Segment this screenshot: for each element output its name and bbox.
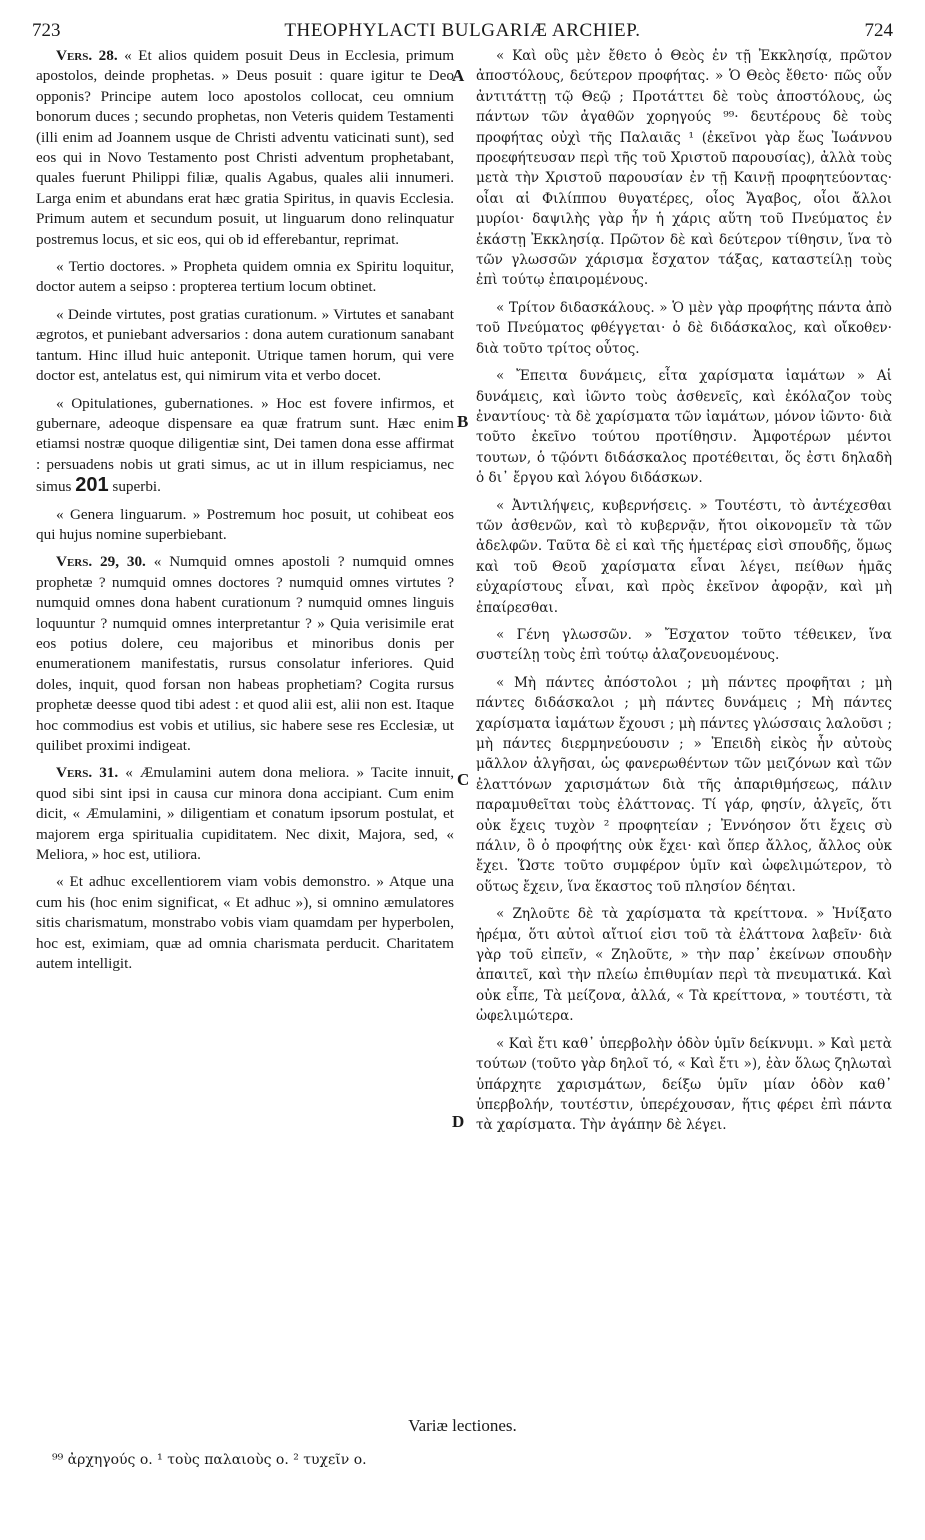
latin-text: « Æmulamini autem dona meliora. » Tacite innuit, quod sibi sint ipsi in causa cur minora dona accipiant. Cum enim dicit, « Æmulamini, » diligentiam et conatum ipsorum postulat, et majorem erga spiritualia cupiditatem. Nec dixit, Majora, sed, « Meliora, » hoc est, utiliora.: [36, 764, 454, 864]
variae-lectiones-heading: Variæ lectiones.: [408, 1416, 517, 1435]
latin-paragraph: [36, 46, 454, 250]
greek-paragraph: « Τρίτον διδασκάλους. » Ὁ μὲν γὰρ προφήτης πάντα ἀπὸ τοῦ Πνεύματος φθέγγεται· ὁ δὲ διδάσκαλος, καὶ οἴκοθεν· διὰ τοῦτο τρίτος οὗτος.: [476, 299, 892, 357]
margin-letter-c: C: [457, 770, 470, 789]
greek-paragraph: « Καὶ οὓς μὲν ἔθετο ὁ Θεὸς ἐν τῇ Ἐκκλησίᾳ, πρῶτον ἀποστόλους, δεύτερον προφήτας. » Ὁ Θεὸς ἔθετο· πῶς οὖν ἀντιτάττῃ τῷ Θεῷ ; Προτάττει δὲ τοὺς ἀποστόλους, ὡς πάντων τῶν ἀγαθῶν χορηγούς ⁹⁹· δευτέρους δὲ τοὺς προφήτας οὐχὶ τῆς Παλαιᾶς ¹ (ἐκεῖνοι γὰρ ἕως Ἰωάννου προεφήτευσαν περὶ τῆς τοῦ Χριστοῦ παρουσίας), ἀλλὰ τοὺς μετὰ τὴν Χριστοῦ παρουσίαν ἐν τῇ Καινῇ προφητεύοντας· οἷαι αἱ Φιλίππου θυγατέρες, οἷος Ἄγαβος, οἷοι ἄλλοι μυρίοι· δαψιλὴς γὰρ ἦν ἡ χάρις αὕτη τοῦ Πνεύματος ἐν ἑκάστῃ Ἐκκλησίᾳ. Πρῶτον δὲ καὶ δεύτερον τίθησιν, ἵνα τὸ τῶν γλωσσῶν χάρισμα ἔσχατον τάξας, καταστείλῃ τοὺς ἐπὶ τούτῳ ἐπαιρομένους.: [476, 48, 892, 289]
verse-reference: Vers. 28.: [56, 47, 118, 64]
latin-paragraph: « Genera linguarum. » Postremum hoc posuit, ut cohibeat eos qui hujus nomine superbiebant.: [36, 505, 454, 543]
latin-text: « Et alios quidem posuit Deus in Ecclesia, primum apostolos, deinde prophetas. » Deus posuit : quare igitur te Deo opponis? Principe autem loco apostolos collocat, ceu omnium bonorum duces ; secundo prophetas, non Veteris quidem Testamenti (illi enim ad Joannem usque de Christi adventu vaticinati sunt), sed eos qui in Novo Testamento post Christi adventum prophetabant, quales fuerunt Philippi filiæ, qualis Agabus, quales alii innumeri. Larga enim et abundans erat hæc gratia Spiritus, in quavis Ecclesia. Primum autem et secundum posuit, ut linguarum dono relinquatur postremus locus, et sic eos, qui ob id efferebantur, reprimat.: [36, 47, 455, 248]
verse-reference: Vers. 31.: [56, 764, 119, 782]
verse-reference: Vers. 29, 30.: [56, 553, 146, 571]
page-number-left: 723: [32, 20, 61, 41]
greek-column: [476, 46, 892, 1143]
greek-paragraph: « Ἔπειτα δυνάμεις, εἶτα χαρίσματα ἰαμάτων » Αἱ δυνάμεις, καὶ ἰῶντο τοὺς ἀσθενεῖς, καὶ ἐκόλαζον τοὺς ἐναντίους· τὰ δὲ χαρίσματα τῶν ἰαμάτων, μόνον ἰῶντο· διὰ τοῦτο ἐκεῖνο τούτου προτίθησιν. Ἀμφοτέρων μέντοι τουτων, ὁ τῷόντι διδάσκαλος προτέθειται, ὅς ἐστι δηλαδὴ ὁ δι᾽ ἔργου καὶ λόγου διδάσκων.: [476, 368, 892, 487]
latin-text: « Opitulationes, gubernationes. » Hoc est fovere infirmos, et gubernare, adeoque dispensare ea quæ fratrum sunt. Hæc enim etiamsi nostræ quoque diligentiæ sint, Dei tamen dona esse affirmat : persuadens nobis ut grati simus, ac ut in illum respiciamus, nec simus: [36, 394, 454, 496]
page-header: [32, 8, 893, 42]
greek-paragraph: « Καὶ ἔτι καθ᾽ ὑπερβολὴν ὁδὸν ὑμῖν δείκνυμι. » Καὶ μετὰ τούτων (τοῦτο γὰρ δηλοῖ τό, « Καὶ ἔτι »), ἐὰν ὅλως ζηλωταὶ ὑπάρχητε χαρισμάτων, δείξω ὑμῖν μίαν ὁδὸν καθ᾽ ὑπερβολήν, τουτέστιν, ὑπερέχουσαν, ἥτις φέρει ἐπὶ πάντα τὰ χαρίσματα. Τὴν ἀγάπην δὲ λέγει.: [476, 1035, 892, 1134]
greek-paragraph: « Ἀντιλήψεις, κυβερνήσεις. » Τουτέστι, τὸ ἀντέχεσθαι τῶν ἀσθενῶν, καὶ τὸ κυβερνᾷν, ἤτοι οἰκονομεῖν τὰ τῶν ἀδελφῶν. Ταῦτα δὲ εἰ καὶ τῆς ἡμετέρας εἰσὶ σπουδῆς, ὅμως καὶ τοῦ Θεοῦ χαρίσματα εἶναι λέγει, πείθων ἡμᾶς εὐχαρίστους εἶναι, καὶ πρὸς ἐκεῖνον ἀφορᾷν, καὶ μὴ ἐπαίρεσθαι.: [476, 497, 892, 616]
latin-paragraph: [36, 552, 454, 756]
greek-paragraph: « Μὴ πάντες ἀπόστολοι ; μὴ πάντες προφῆται ; μὴ πάντες διδάσκαλοι ; μὴ πάντες δυνάμεις ; Μὴ πάντες χαρίσματα ἰαμάτων ἔχουσι ; μὴ πάντες γλώσσαις λαλοῦσι ; μὴ πάντες διερμηνεύουσιν ; » Ἐπειδὴ εἰκὸς ἦν αὐτοὺς μᾶλλον ἀλγῆσαι, ὡς φανερωθέντων τῶν μειζόνων καὶ τῶν ἐλαττόνων χαρισμάτων διὰ τῆς ἀπαριθμήσεως, πάλιν παραμυθεῖται τοὺς ἐλάττονας. Τί γάρ, φησίν, ἀλγεῖς, ὅτι οὐκ ἔχεις τυχὸν ² προφητείαν ; Ἐννόησον ὅτι ἔχεις σὺ πάλιν, ὃ ὁ προφήτης οὐκ ἔχει· καὶ ὅπερ ἄλλος, ἄλλος οὐκ ἔχει. Ὥστε τοῦτο συμφέρον ὑμῖν καὶ ὠφελιμώτερον, τὸ οὕτως ἔχειν, ἵνα ἕκαστος τοῦ πλησίον δέηται.: [476, 674, 892, 895]
greek-paragraph: « Γένη γλωσσῶν. » Ἔσχατον τοῦτο τέθεικεν, ἵνα συστείλῃ τοὺς ἐπὶ τούτῳ ἀλαζονευομένους.: [476, 626, 892, 664]
latin-paragraph: [36, 394, 454, 498]
latin-paragraph: [36, 763, 454, 865]
greek-paragraph: « Ζηλοῦτε δὲ τὰ χαρίσματα τὰ κρείττονα. » Ἠνίξατο ἠρέμα, ὅτι αὐτοὶ αἴτιοί εἰσι τοῦ τὰ ἐλάττονα λαβεῖν· διὰ γὰρ τοῦ εἰπεῖν, « Ζηλοῦτε, » τὴν παρ᾽ ἐκείνων σπουδὴν ἀπαιτεῖ, καὶ τὴν πλείω ἐπιθυμίαν περὶ τὰ πνευματικά. Καὶ οὐκ εἶπε, Τὰ μείζονα, ἀλλά, « Τὰ κρείττονα, » τουτέστι, τὰ ὠφελιμώτερα.: [476, 906, 892, 1025]
variant-readings-notes: ⁹⁹ ἀρχηγούς ο. ¹ τοὺς παλαιοὺς ο. ² τυχεῖν ο.: [52, 1452, 367, 1468]
page-number-right: 724: [864, 20, 893, 41]
margin-letter-b: B: [457, 412, 469, 431]
latin-paragraph: « Tertio doctores. » Propheta quidem omnia ex Spiritu loquitur, doctor autem a seipso : propterea tertium locum obtinet.: [36, 258, 454, 296]
latin-column: [36, 46, 454, 981]
latin-text: superbi.: [112, 478, 161, 496]
margin-letter-d: D: [452, 1112, 465, 1131]
running-head: THEOPHYLACTI BULGARIÆ ARCHIEP.: [284, 20, 641, 41]
latin-paragraph: « Deinde virtutes, post gratias curationum. » Virtutes et sanabant ægrotos, et puniebant adversarios : dona autem curationum sanabant tantum. Hinc illud huic anteponit. Utrique tamen horum, qui vere doctor est, antelatus est, qui nimirum vita et verbo docet.: [36, 305, 454, 385]
margin-letter-a: A: [452, 66, 465, 85]
latin-paragraph: « Et adhuc excellentiorem viam vobis demonstro. » Atque una cum his (hoc enim significat, « Et adhuc »), si omnino æmulatores sitis charismatum, monstrabo vobis viam quamdam per hyperbolen, hoc est, eximiam, quæ ad omnia charismata perducit. Charitatem autem intelligit.: [36, 873, 454, 973]
latin-text: « Numquid omnes apostoli ? numquid omnes prophetæ ? numquid omnes doctores ? numquid omnes virtutes ? numquid omnes dona habent curationum ? numquid omnes linguis loquuntur ? numquid omnes interpretantur ? » Quia verisimile erat eos potius dolere, ceu majoribus et minoribus donis per enumerationem manifestatis, rursus consolatur inferiores. Quid doles, inquit, quod forsan non habeas prophetiam? Cogita rursus prophetæ deesse quod tibi adest : et quod alii est, alii non est. Itaque hoc commodius est vobis et utilius, sic habere sese res Ecclesiæ, ut quilibet proximi indigeat.: [36, 553, 455, 754]
page-marker: 201: [75, 474, 109, 497]
